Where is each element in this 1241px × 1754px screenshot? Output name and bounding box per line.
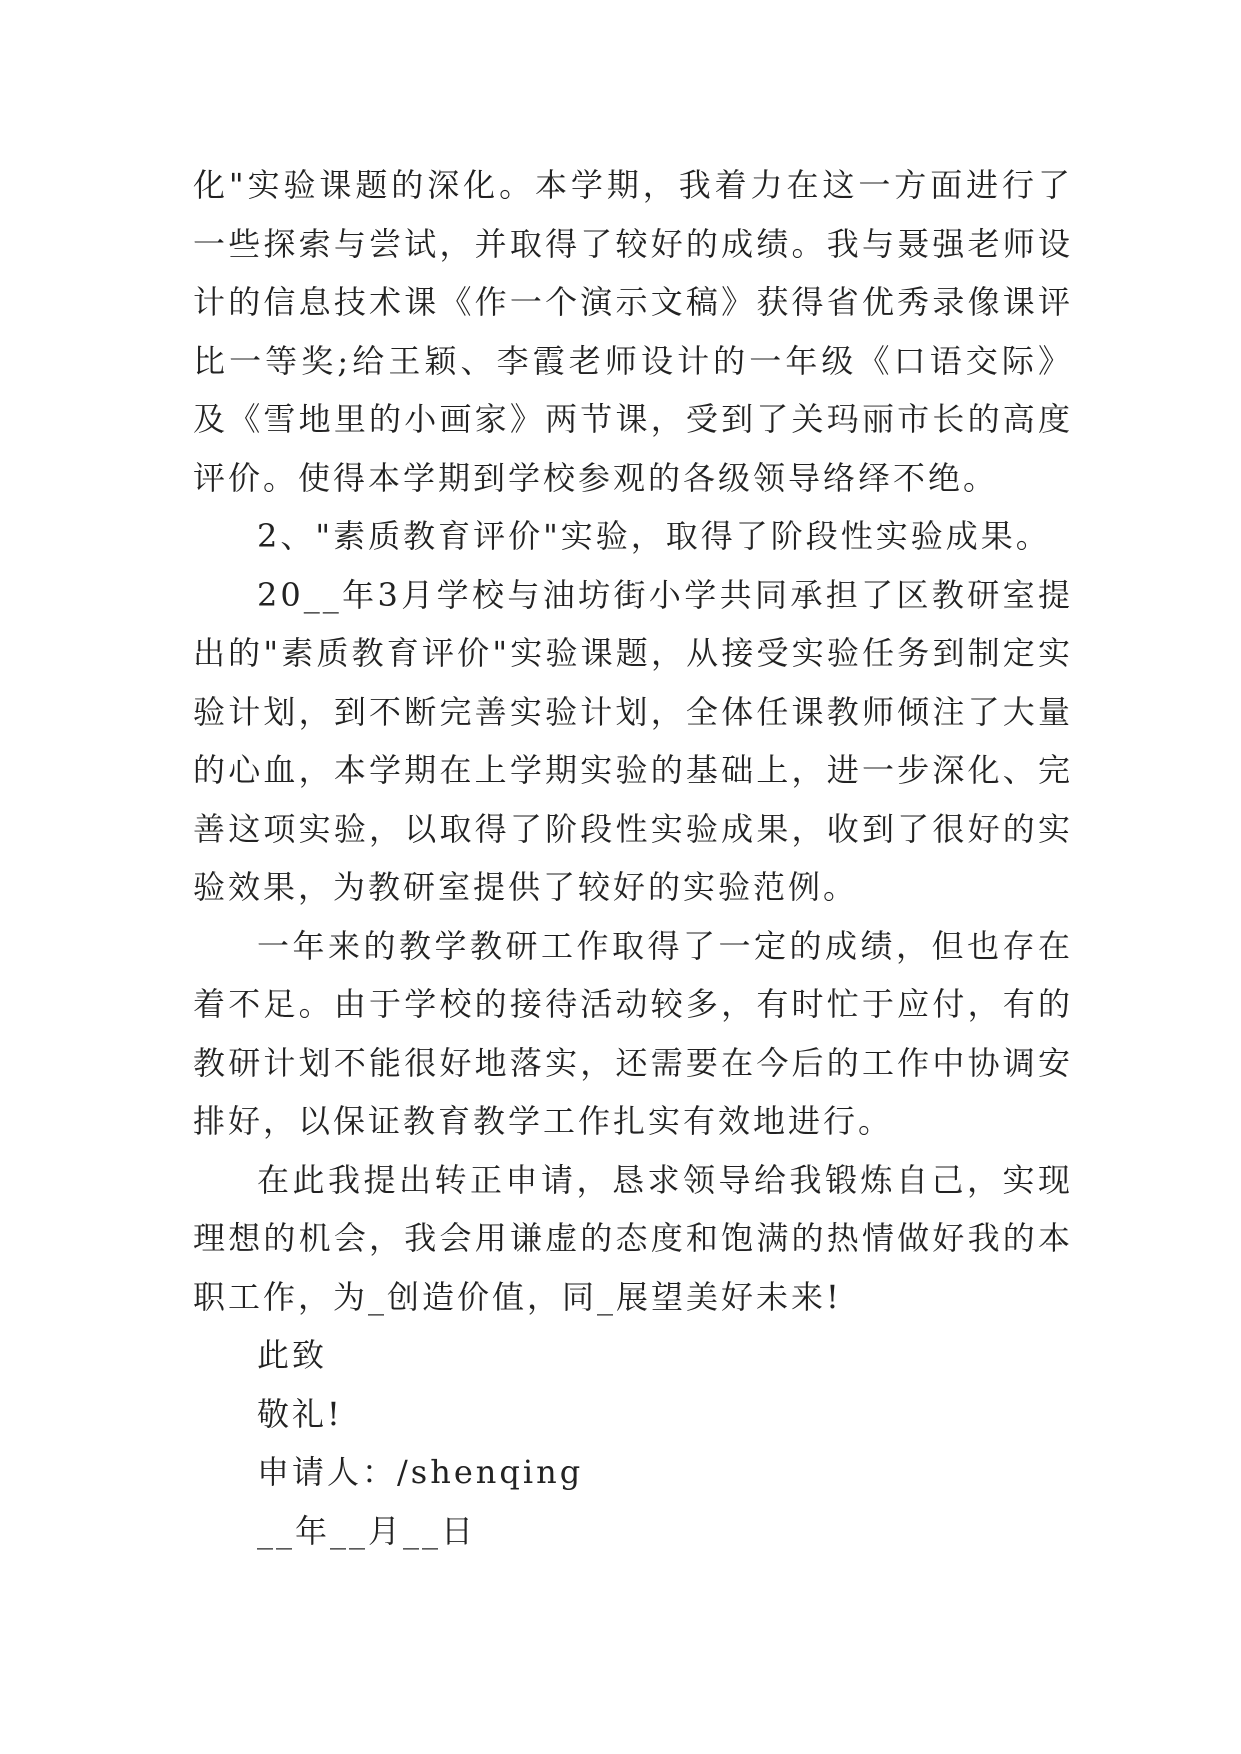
- salutation-line: 敬礼!: [257, 1394, 343, 1433]
- paragraph-shortcomings: 一年来的教学教研工作取得了一定的成绩，但也存在着不足。由于学校的接待活动较多，有时忙于应付，有的教研计划不能很好地落实，还需要在今后的工作中协调安排好，以保证教育教学工作扎实有效地进行。: [193, 926, 1073, 1140]
- applicant-line: 申请人：/shenqing: [257, 1453, 584, 1491]
- paragraph-evaluation-experiment: 20__年3月学校与油坊街小学共同承担了区教研室提出的"素质教育评价"实验课题，从接受实验任务到制定实验计划，到不断完善实验计划，全体任课教师倾注了大量的心血，本学期在上学期实验的基础上，进一步深化、完善这项实验，以取得了阶段性实验成果，收到了很好的实验效果，为教研室提供了较好的实验范例。: [193, 575, 1073, 906]
- date-line: __年__月__日: [257, 1511, 477, 1550]
- paragraph-heading-2: 2、"素质教育评价"实验，取得了阶段性实验成果。: [257, 517, 1051, 555]
- letter-body: [193, 156, 1073, 1560]
- paragraph-application: 在此我提出转正申请，恳求领导给我锻炼自己，实现理想的机会，我会用谦虚的态度和饱满的热情做好我的本职工作，为_创造价值，同_展望美好未来!: [193, 1160, 1073, 1316]
- closing-line: 此致: [257, 1336, 328, 1374]
- paragraph-continuation: 化"实验课题的深化。本学期，我着力在这一方面进行了一些探索与尝试，并取得了较好的成绩。我与聂强老师设计的信息技术课《作一个演示文稿》获得省优秀录像课评比一等奖;给王颖、李霞老师设计的一年级《口语交际》及《雪地里的小画家》两节课，受到了关玛丽市长的高度评价。使得本学期到学校参观的各级领导络绎不绝。: [193, 166, 1073, 497]
